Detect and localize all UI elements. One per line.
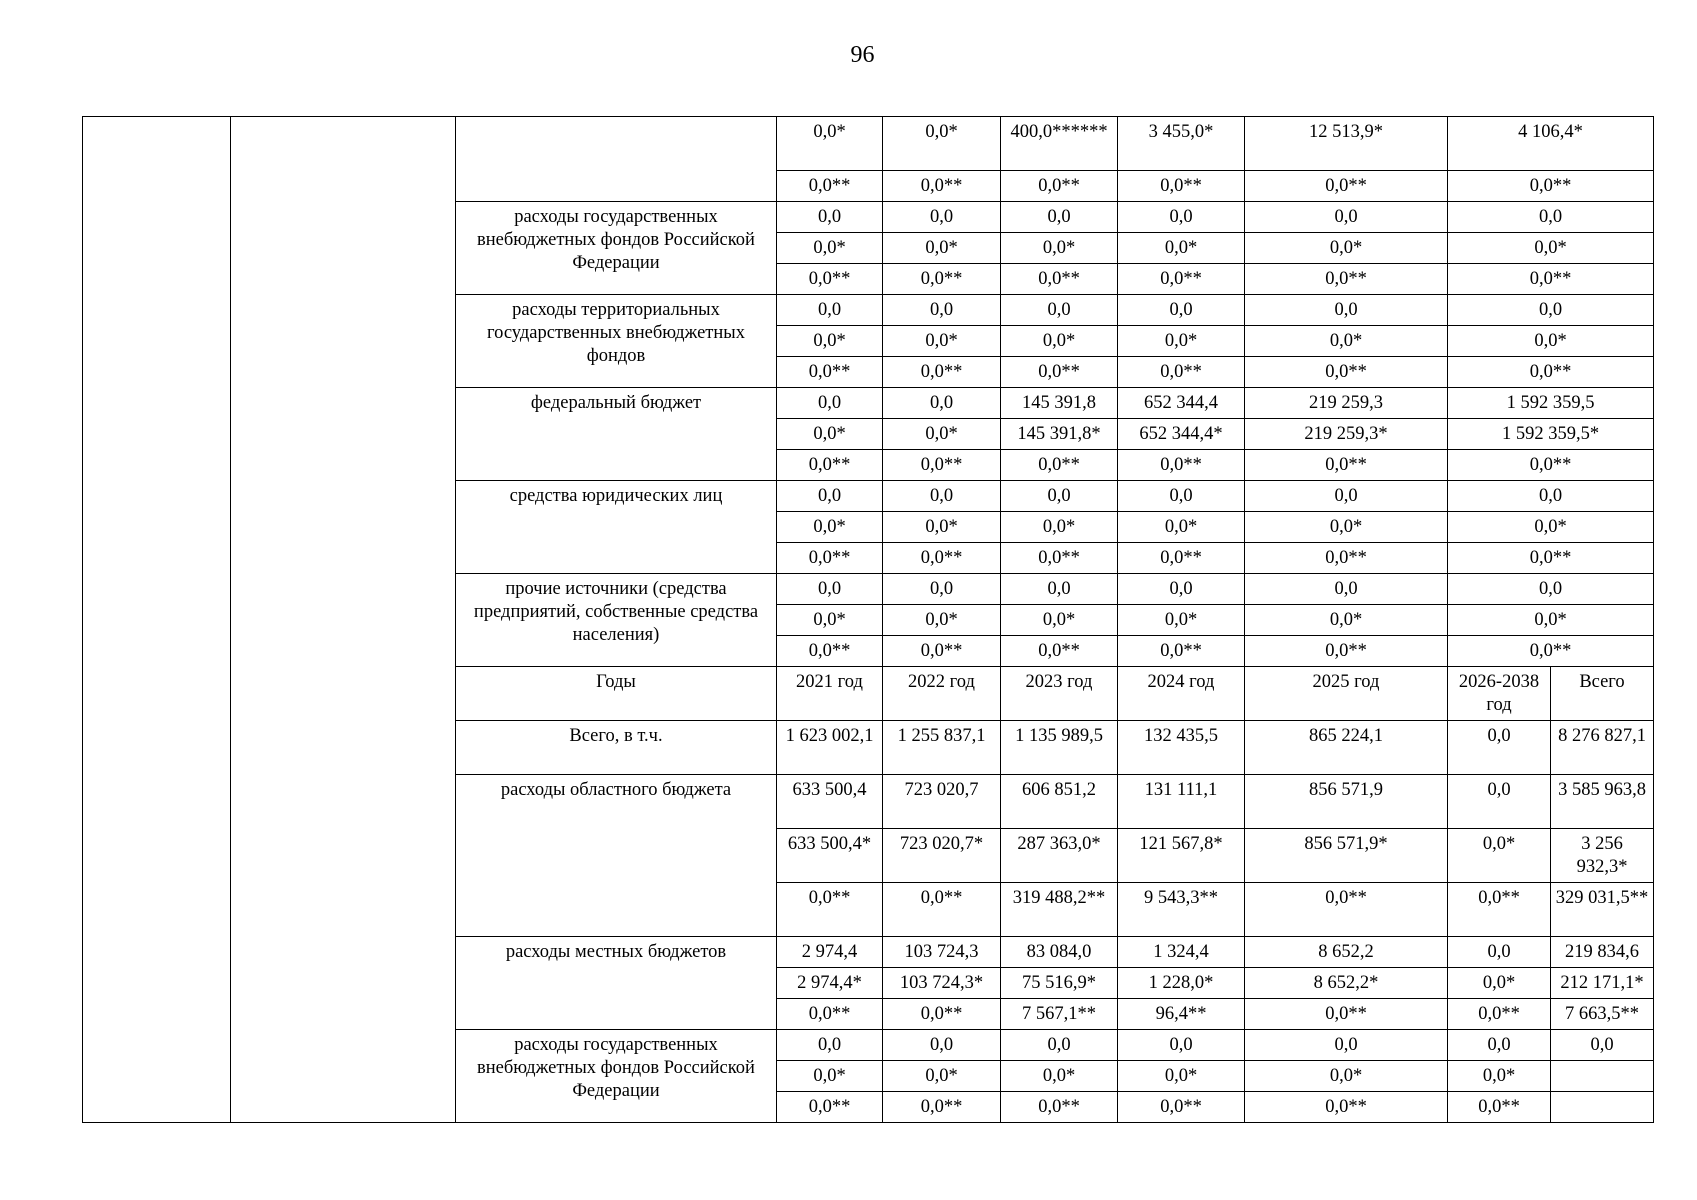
value-cell: 0,0* — [1448, 326, 1654, 357]
value-cell: 633 500,4* — [777, 829, 883, 883]
value-cell: 0,0 — [1001, 202, 1118, 233]
value-cell: 0,0* — [1245, 1061, 1448, 1092]
year-header-cell: 2021 год — [777, 667, 883, 721]
value-cell: 0,0** — [1001, 171, 1118, 202]
years-header-label: Годы — [456, 667, 777, 721]
source-label-cell: расходы государственных внебюджетных фондов Российской Федерации — [456, 202, 777, 295]
budget-table — [82, 116, 1654, 1123]
page-number: 96 — [850, 42, 875, 68]
value-cell: 7 663,5** — [1551, 999, 1654, 1030]
value-cell: 0,0** — [883, 999, 1001, 1030]
value-cell: 0,0* — [883, 1061, 1001, 1092]
value-cell: 0,0 — [1448, 295, 1654, 326]
value-cell: 0,0 — [1448, 574, 1654, 605]
source-label-cell: расходы территориальных государственных внебюджетных фондов — [456, 295, 777, 388]
total-value-cell: 0,0 — [1448, 721, 1551, 775]
value-cell: 1 324,4 — [1118, 937, 1245, 968]
value-cell: 0,0** — [883, 357, 1001, 388]
value-cell: 0,0* — [883, 117, 1001, 171]
value-cell: 0,0** — [883, 1092, 1001, 1123]
value-cell: 219 259,3 — [1245, 388, 1448, 419]
value-cell: 0,0** — [777, 999, 883, 1030]
source-label-cell: расходы местных бюджетов — [456, 937, 777, 1030]
value-cell: 219 259,3* — [1245, 419, 1448, 450]
value-cell: 0,0** — [777, 357, 883, 388]
year-header-cell: 2023 год — [1001, 667, 1118, 721]
value-cell: 131 111,1 — [1118, 775, 1245, 829]
value-cell: 0,0 — [1551, 1030, 1654, 1061]
value-cell: 0,0* — [1001, 512, 1118, 543]
value-cell: 0,0** — [1448, 450, 1654, 481]
value-cell: 0,0* — [1448, 829, 1551, 883]
total-label-cell: Всего, в т.ч. — [456, 721, 777, 775]
value-cell: 0,0* — [777, 605, 883, 636]
value-cell: 0,0* — [1118, 605, 1245, 636]
value-cell: 0,0 — [883, 481, 1001, 512]
value-cell: 2 974,4* — [777, 968, 883, 999]
total-value-cell: 1 135 989,5 — [1001, 721, 1118, 775]
year-header-cell: 2022 год — [883, 667, 1001, 721]
value-cell: 103 724,3 — [883, 937, 1001, 968]
value-cell: 8 652,2 — [1245, 937, 1448, 968]
value-cell: 212 171,1* — [1551, 968, 1654, 999]
value-cell: 1 228,0* — [1118, 968, 1245, 999]
value-cell: 287 363,0* — [1001, 829, 1118, 883]
value-cell: 0,0** — [1118, 171, 1245, 202]
value-cell: 0,0** — [883, 264, 1001, 295]
value-cell: 219 834,6 — [1551, 937, 1654, 968]
source-label-cell: федеральный бюджет — [456, 388, 777, 481]
value-cell — [1551, 1061, 1654, 1092]
value-cell: 0,0 — [1245, 295, 1448, 326]
value-cell: 0,0** — [1001, 450, 1118, 481]
value-cell: 0,0 — [1001, 1030, 1118, 1061]
value-cell: 0,0** — [1448, 883, 1551, 937]
value-cell: 0,0 — [1448, 202, 1654, 233]
value-cell: 0,0** — [1001, 636, 1118, 667]
value-cell: 0,0** — [1448, 357, 1654, 388]
value-cell: 652 344,4 — [1118, 388, 1245, 419]
source-label-cell — [456, 117, 777, 202]
value-cell: 8 652,2* — [1245, 968, 1448, 999]
year-header-cell: 2026-2038 год — [1448, 667, 1551, 721]
value-cell: 0,0** — [1448, 171, 1654, 202]
value-cell: 0,0* — [883, 512, 1001, 543]
value-cell: 856 571,9 — [1245, 775, 1448, 829]
value-cell: 0,0** — [883, 543, 1001, 574]
value-cell: 0,0** — [883, 450, 1001, 481]
value-cell: 0,0* — [777, 512, 883, 543]
value-cell: 0,0** — [883, 636, 1001, 667]
value-cell: 0,0** — [883, 171, 1001, 202]
value-cell: 0,0** — [1245, 883, 1448, 937]
value-cell: 0,0* — [777, 1061, 883, 1092]
value-cell: 0,0** — [1448, 1092, 1551, 1123]
value-cell: 0,0** — [1118, 357, 1245, 388]
value-cell: 0,0* — [1448, 605, 1654, 636]
value-cell: 0,0** — [1001, 543, 1118, 574]
value-cell: 3 585 963,8 — [1551, 775, 1654, 829]
value-cell: 75 516,9* — [1001, 968, 1118, 999]
value-cell: 0,0* — [1001, 233, 1118, 264]
value-cell: 0,0* — [883, 605, 1001, 636]
value-cell: 652 344,4* — [1118, 419, 1245, 450]
total-value-cell: 1 623 002,1 — [777, 721, 883, 775]
value-cell: 0,0** — [1245, 1092, 1448, 1123]
value-cell: 0,0 — [777, 481, 883, 512]
value-cell: 0,0* — [1448, 512, 1654, 543]
value-cell: 0,0** — [1001, 357, 1118, 388]
source-label-cell: средства юридических лиц — [456, 481, 777, 574]
value-cell: 0,0* — [1001, 1061, 1118, 1092]
value-cell: 329 031,5** — [1551, 883, 1654, 937]
value-cell: 319 488,2** — [1001, 883, 1118, 937]
value-cell: 0,0* — [1001, 605, 1118, 636]
value-cell: 0,0** — [1245, 264, 1448, 295]
value-cell: 0,0** — [1245, 543, 1448, 574]
value-cell: 0,0* — [777, 419, 883, 450]
value-cell: 0,0 — [883, 1030, 1001, 1061]
value-cell: 3 256 932,3* — [1551, 829, 1654, 883]
value-cell: 0,0 — [1118, 1030, 1245, 1061]
value-cell: 0,0 — [883, 295, 1001, 326]
value-cell: 0,0 — [1118, 574, 1245, 605]
total-value-cell: 132 435,5 — [1118, 721, 1245, 775]
value-cell: 856 571,9* — [1245, 829, 1448, 883]
total-value-cell: 8 276 827,1 — [1551, 721, 1654, 775]
total-value-cell: 1 255 837,1 — [883, 721, 1001, 775]
value-cell: 0,0 — [883, 574, 1001, 605]
value-cell: 0,0** — [1001, 1092, 1118, 1123]
value-cell: 12 513,9* — [1245, 117, 1448, 171]
value-cell: 0,0* — [1118, 512, 1245, 543]
value-cell: 0,0* — [777, 233, 883, 264]
value-cell: 96,4** — [1118, 999, 1245, 1030]
value-cell: 0,0 — [883, 202, 1001, 233]
value-cell: 0,0* — [1118, 1061, 1245, 1092]
value-cell: 0,0* — [1118, 326, 1245, 357]
value-cell: 4 106,4* — [1448, 117, 1654, 171]
value-cell: 606 851,2 — [1001, 775, 1118, 829]
value-cell: 0,0** — [883, 883, 1001, 937]
total-value-cell: 865 224,1 — [1245, 721, 1448, 775]
value-cell: 0,0** — [777, 171, 883, 202]
value-cell: 0,0** — [1245, 171, 1448, 202]
value-cell: 0,0** — [777, 883, 883, 937]
value-cell: 1 592 359,5 — [1448, 388, 1654, 419]
value-cell: 3 455,0* — [1118, 117, 1245, 171]
value-cell: 121 567,8* — [1118, 829, 1245, 883]
value-cell: 83 084,0 — [1001, 937, 1118, 968]
value-cell: 0,0** — [1245, 636, 1448, 667]
value-cell: 0,0** — [1448, 264, 1654, 295]
value-cell: 0,0** — [777, 1092, 883, 1123]
number-column-cell — [83, 117, 231, 1123]
value-cell: 723 020,7 — [883, 775, 1001, 829]
value-cell: 0,0 — [1001, 481, 1118, 512]
value-cell: 0,0* — [1448, 233, 1654, 264]
value-cell: 633 500,4 — [777, 775, 883, 829]
value-cell: 0,0 — [1448, 937, 1551, 968]
value-cell: 1 592 359,5* — [1448, 419, 1654, 450]
value-cell: 0,0* — [883, 326, 1001, 357]
value-cell: 0,0* — [1245, 233, 1448, 264]
value-cell: 0,0* — [1245, 605, 1448, 636]
value-cell: 0,0 — [1245, 574, 1448, 605]
value-cell: 0,0 — [883, 388, 1001, 419]
value-cell: 0,0* — [1001, 326, 1118, 357]
value-cell: 0,0* — [883, 233, 1001, 264]
source-label-cell: расходы государственных внебюджетных фондов Российской Федерации — [456, 1030, 777, 1123]
value-cell: 723 020,7* — [883, 829, 1001, 883]
table-row — [83, 117, 1654, 171]
value-cell: 0,0 — [1245, 202, 1448, 233]
value-cell: 0,0 — [777, 388, 883, 419]
value-cell: 0,0** — [777, 636, 883, 667]
value-cell: 0,0 — [1245, 481, 1448, 512]
value-cell: 0,0 — [1118, 481, 1245, 512]
value-cell: 0,0** — [777, 543, 883, 574]
value-cell — [1551, 1092, 1654, 1123]
value-cell: 0,0* — [777, 326, 883, 357]
year-header-cell: Всего — [1551, 667, 1654, 721]
source-label-cell: прочие источники (средства предприятий, собственные средства населения) — [456, 574, 777, 667]
value-cell: 0,0 — [1245, 1030, 1448, 1061]
value-cell: 103 724,3* — [883, 968, 1001, 999]
source-label-cell: расходы областного бюджета — [456, 775, 777, 937]
value-cell: 0,0 — [1001, 295, 1118, 326]
value-cell: 0,0 — [1448, 481, 1654, 512]
value-cell: 0,0 — [1448, 775, 1551, 829]
value-cell: 2 974,4 — [777, 937, 883, 968]
value-cell: 0,0* — [1245, 512, 1448, 543]
value-cell: 0,0* — [777, 117, 883, 171]
value-cell: 0,0 — [777, 1030, 883, 1061]
value-cell: 0,0 — [1118, 295, 1245, 326]
value-cell: 0,0* — [1448, 968, 1551, 999]
value-cell: 0,0** — [1118, 636, 1245, 667]
value-cell: 0,0** — [1245, 357, 1448, 388]
value-cell: 0,0 — [777, 202, 883, 233]
value-cell: 0,0** — [1448, 543, 1654, 574]
value-cell: 0,0** — [777, 450, 883, 481]
year-header-cell: 2024 год — [1118, 667, 1245, 721]
value-cell: 0,0** — [1118, 1092, 1245, 1123]
value-cell: 0,0** — [1448, 636, 1654, 667]
event-column-cell — [231, 117, 456, 1123]
value-cell: 0,0** — [1118, 450, 1245, 481]
value-cell: 0,0** — [1245, 999, 1448, 1030]
value-cell: 0,0* — [1245, 326, 1448, 357]
value-cell: 0,0* — [883, 419, 1001, 450]
value-cell: 0,0 — [777, 295, 883, 326]
value-cell: 0,0* — [1118, 233, 1245, 264]
value-cell: 0,0 — [1118, 202, 1245, 233]
value-cell: 0,0** — [1245, 450, 1448, 481]
value-cell: 0,0** — [777, 264, 883, 295]
value-cell: 145 391,8* — [1001, 419, 1118, 450]
value-cell: 0,0** — [1118, 264, 1245, 295]
value-cell: 145 391,8 — [1001, 388, 1118, 419]
value-cell: 400,0****** — [1001, 117, 1118, 171]
value-cell: 0,0* — [1448, 1061, 1551, 1092]
value-cell: 0,0 — [1001, 574, 1118, 605]
value-cell: 7 567,1** — [1001, 999, 1118, 1030]
value-cell: 0,0** — [1448, 999, 1551, 1030]
value-cell: 0,0** — [1001, 264, 1118, 295]
value-cell: 9 543,3** — [1118, 883, 1245, 937]
value-cell: 0,0 — [1448, 1030, 1551, 1061]
value-cell: 0,0 — [777, 574, 883, 605]
value-cell: 0,0** — [1118, 543, 1245, 574]
year-header-cell: 2025 год — [1245, 667, 1448, 721]
